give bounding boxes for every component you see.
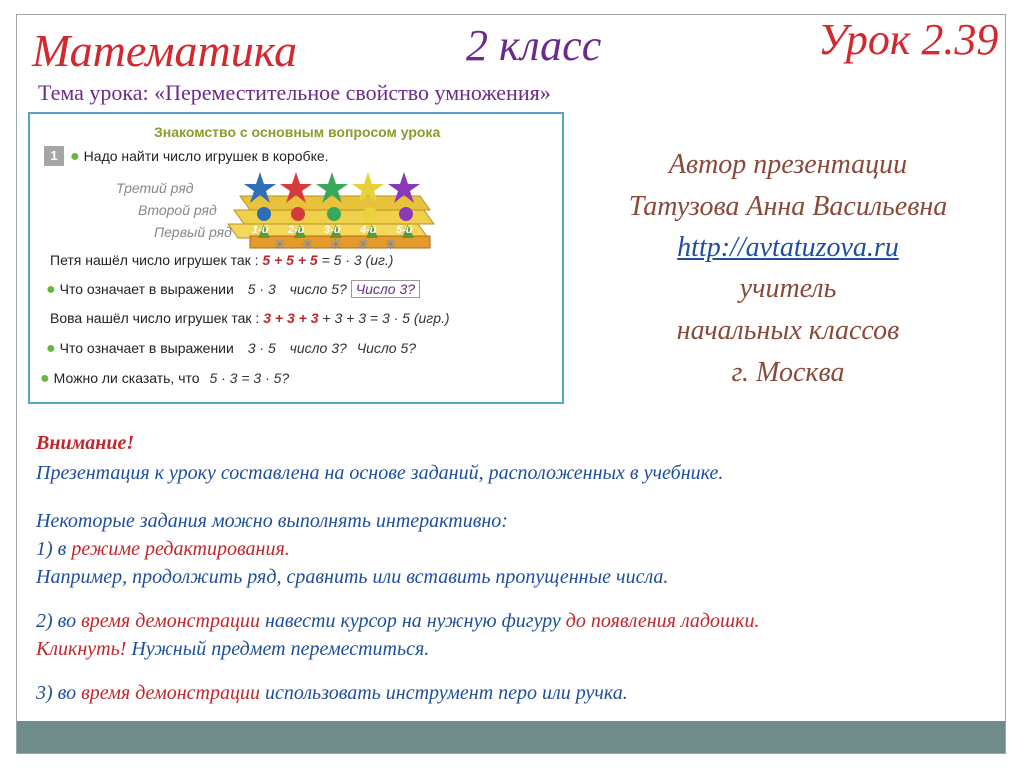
subject-title: Математика <box>32 25 298 76</box>
snowflake-markers: ✳✳✳✳✳ <box>274 236 413 252</box>
task-number: 1 <box>44 146 64 166</box>
click-label: Кликнуть! <box>36 638 127 660</box>
vova-expr <box>263 310 318 326</box>
bullet-icon: ● <box>40 370 50 387</box>
column-label: 2-й <box>288 224 305 236</box>
notice-paragraph-1: Презентация к уроку составлена на основе заданий, расположенных в учебнике. <box>36 462 724 484</box>
q3-expr: 5 · 3 = 3 · 5? <box>209 370 290 386</box>
item-1-prefix: 1) в <box>36 538 72 560</box>
notice-item-1 <box>36 536 290 562</box>
petya-lead: Петя нашёл число игрушек так : <box>50 252 259 268</box>
textbook-header: Знакомство с основным вопросом урока <box>154 124 441 140</box>
author-block <box>578 144 998 394</box>
notice-item-2 <box>36 608 759 634</box>
item-1-highlight: режиме редактирования. <box>71 538 290 560</box>
item-3-text: использовать инструмент перо или ручка. <box>259 682 628 704</box>
attention-title: Внимание! <box>36 432 135 454</box>
item-2-highlight-2: до появления ладошки. <box>565 610 760 632</box>
row-label-second: Второй ряд <box>138 202 217 218</box>
q2-choice-b[interactable]: Число 5? <box>356 340 417 356</box>
column-label: 3-й <box>324 224 341 236</box>
q3-text: Можно ли сказать, что <box>53 370 200 386</box>
task-text <box>70 148 329 166</box>
item-3-prefix: 3) во <box>36 682 82 704</box>
item-2-text: навести курсор на нужную фигуру <box>259 610 566 632</box>
question-1 <box>46 280 420 299</box>
bullet-icon: ● <box>46 281 56 298</box>
row-label-first: Первый ряд <box>154 224 232 240</box>
item-2-highlight: время демонстрации <box>81 610 260 632</box>
click-text: Нужный предмет переместиться. <box>126 638 430 660</box>
question-2 <box>46 340 416 358</box>
author-website-link[interactable]: http://avtatuzova.ru <box>677 232 899 263</box>
petya-expr <box>262 252 317 268</box>
grade-title: 2 класс <box>466 21 602 70</box>
item-2-prefix: 2) во <box>36 610 82 632</box>
q1-expr: 5 · 3 <box>247 281 276 297</box>
q1-text: Что означает в выражении <box>59 281 234 297</box>
petya-expr-b: 5 <box>309 252 318 268</box>
task-label: Надо найти число игрушек в коробке. <box>83 148 329 164</box>
author-role-2: начальных классов <box>676 315 900 346</box>
column-label: 1-й <box>252 224 269 236</box>
lesson-number: Урок 2.39 <box>818 15 999 64</box>
q2-choice-a[interactable]: число 3? <box>289 340 347 356</box>
q1-choice-b[interactable]: Число 3? <box>351 280 420 298</box>
vova-lead: Вова нашёл число игрушек так : <box>50 310 260 326</box>
author-role-1: учитель <box>739 273 837 304</box>
notice-click <box>36 636 429 662</box>
notice-example: Например, продолжить ряд, сравнить или вставить пропущенные числа. <box>36 566 669 588</box>
column-labels <box>252 224 452 236</box>
vova-expr-b: 3 <box>310 310 319 326</box>
bullet-icon: ● <box>70 148 80 165</box>
petya-line <box>50 252 393 268</box>
vova-line <box>50 310 450 326</box>
vova-expr-c: + 3 + 3 = 3 · 5 (игр.) <box>318 310 450 326</box>
q1-choice-a[interactable]: число 5? <box>289 281 347 297</box>
column-label: 4-й <box>360 224 377 236</box>
q2-expr: 3 · 5 <box>247 340 276 356</box>
item-3-highlight: время демонстрации <box>81 682 260 704</box>
column-label: 5-й <box>396 224 413 236</box>
author-city: г. Москва <box>731 357 845 388</box>
author-label: Автор презентации <box>668 149 908 180</box>
row-label-third: Третий ряд <box>116 180 194 196</box>
bottom-bar <box>17 721 1005 753</box>
petya-expr-c: = 5 · 3 (иг.) <box>317 252 394 268</box>
textbook-excerpt <box>28 112 564 404</box>
q2-text: Что означает в выражении <box>59 340 234 356</box>
vova-expr-a: 3 + 3 + <box>263 310 311 326</box>
notice-item-3 <box>36 680 628 706</box>
author-name: Татузова Анна Васильевна <box>628 191 948 222</box>
question-3 <box>40 370 289 388</box>
notice-paragraph-2: Некоторые задания можно выполнять интерактивно: <box>36 510 508 532</box>
lesson-topic: Тема урока: «Переместительное свойство умножения» <box>38 80 551 105</box>
petya-expr-a: 5 + 5 + <box>262 252 310 268</box>
bullet-icon: ● <box>46 340 56 357</box>
